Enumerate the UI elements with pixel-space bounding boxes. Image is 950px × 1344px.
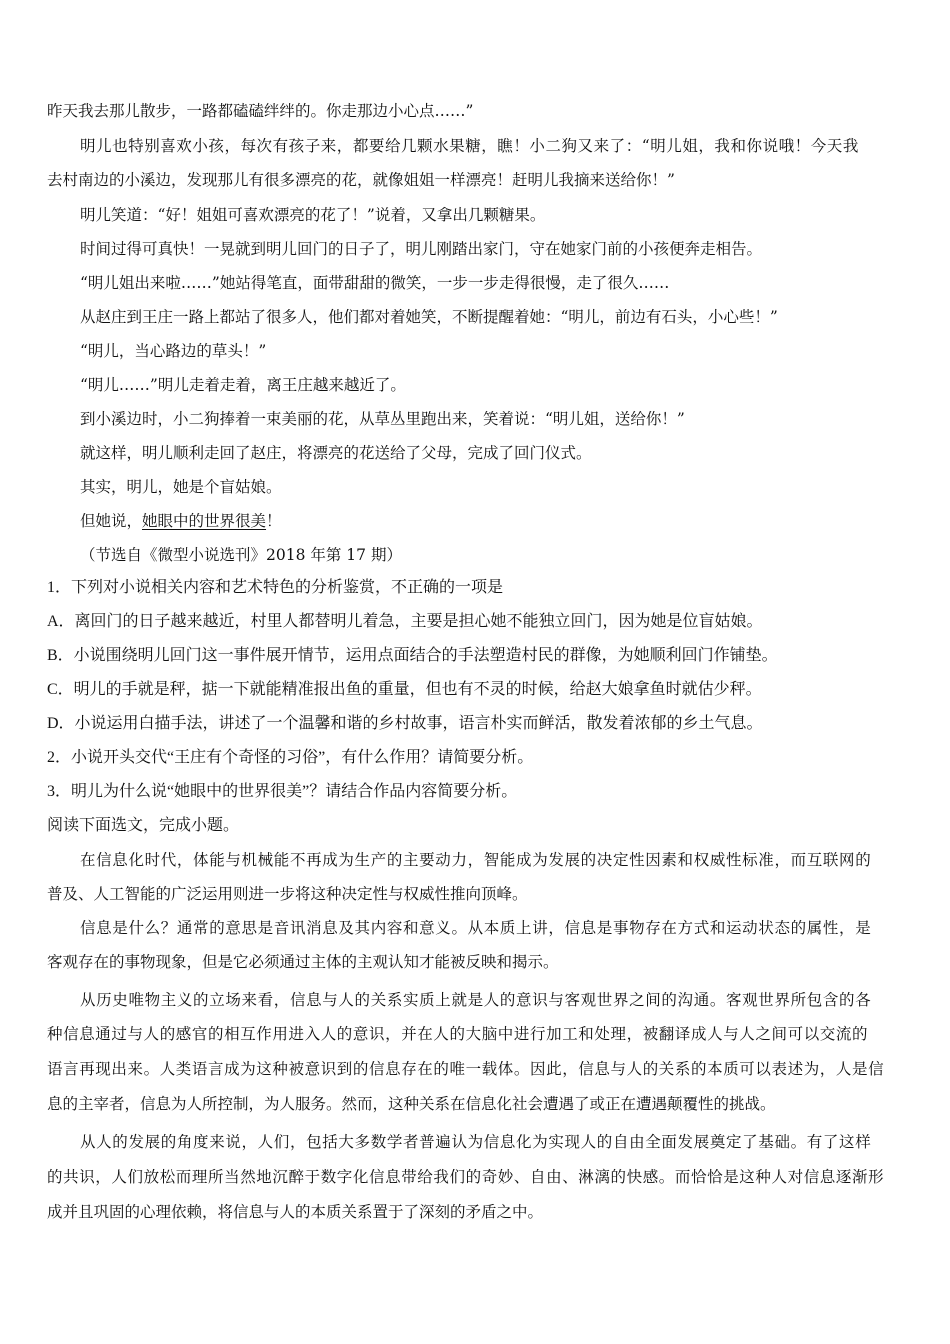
final-line-suffix: ！	[266, 512, 282, 530]
story-line: 去村南边的小溪边，发现那儿有很多漂亮的花，就像姐姐一样漂亮！赶明儿我摘来送给你！”	[47, 171, 675, 189]
essay-line: 种信息通过与人的感官的相互作用进入人的意识，并在人的大脑中进行加工和处理，被翻译成人与人之间可以交流的	[47, 1025, 869, 1043]
essay-line: 的共识，人们放松而理所当然地沉醉于数字化信息带给我们的奇妙、自由、淋漓的快感。而恰恰是这种人对信息逐渐形	[47, 1168, 885, 1186]
story-line: 时间过得可真快！一晃就到明儿回门的日子了，明儿刚踏出家门，守在她家门前的小孩便奔走相告。	[80, 240, 763, 258]
question-1: 1．下列对小说相关内容和艺术特色的分析鉴赏，不正确的一项是	[47, 579, 504, 596]
essay-line: 成并且巩固的心理依赖，将信息与人的本质关系置于了深刻的矛盾之中。	[47, 1203, 544, 1221]
essay-line: 客观存在的事物现象，但是它必须通过主体的主观认知才能被反映和揭示。	[47, 953, 559, 971]
story-line: “明儿……”明儿走着走着，离王庄越来越近了。	[80, 376, 406, 394]
story-line: 明儿也特别喜欢小孩，每次有孩子来，都要给几颗水果糖，瞧！小二狗又来了：“明儿姐，我和你说哦！今天我	[80, 137, 859, 155]
story-line: “明儿，当心路边的草头！”	[80, 342, 267, 360]
story-final-line	[80, 511, 282, 531]
story-source: （节选自《微型小说选刊》2018 年第 17 期）	[80, 546, 402, 564]
essay-line: 语言再现出来。人类语言成为这种被意识到的信息存在的唯一载体。因此，信息与人的关系的本质可以表述为，人是信	[47, 1060, 885, 1078]
essay-line: 普及、人工智能的广泛运用则进一步将这种决定性与权威性推向顶峰。	[47, 885, 528, 903]
question-2: 2．小说开头交代“王庄有个奇怪的习俗”，有什么作用？请简要分析。	[47, 749, 534, 766]
essay-line: 从人的发展的角度来说，人们，包括大多数学者普遍认为信息化为实现人的自由全面发展奠定了基础。有了这样	[80, 1133, 872, 1151]
story-line: 明儿笑道：“好！姐姐可喜欢漂亮的花了！”说着，又拿出几颗糖果。	[80, 206, 546, 224]
reading-instruction: 阅读下面选文，完成小题。	[47, 817, 240, 834]
story-line: 到小溪边时，小二狗捧着一束美丽的花，从草丛里跑出来，笑着说：“明儿姐，送给你！”	[80, 410, 685, 428]
option-d: D．小说运用白描手法，讲述了一个温馨和谐的乡村故事，语言朴实而鲜活，散发着浓郁的乡土气息。	[47, 715, 763, 732]
essay-line: 息的主宰者，信息为人所控制，为人服务。然而，这种关系在信息化社会遭遇了或正在遭遇颠覆性的挑战。	[47, 1095, 776, 1113]
essay-line: 信息是什么？通常的意思是音讯消息及其内容和意义。从本质上讲，信息是事物存在方式和运动状态的属性，是	[80, 919, 872, 937]
story-line: 其实，明儿，她是个盲姑娘。	[80, 478, 282, 496]
underlined-phrase: 她眼中的世界很美	[142, 512, 267, 530]
option-a: A．离回门的日子越来越近，村里人都替明儿着急，主要是担心她不能独立回门，因为她是位盲姑娘。	[47, 613, 763, 630]
option-b: B．小说围绕明儿回门这一事件展开情节，运用点面结合的手法塑造村民的群像，为她顺利回门作铺垫。	[47, 647, 778, 664]
final-line-prefix: 但她说，	[80, 512, 143, 530]
essay-line: 在信息化时代，体能与机械能不再成为生产的主要动力，智能成为发展的决定性因素和权威性标准，而互联网的	[80, 851, 872, 869]
option-c: C．明儿的手就是秤，掂一下就能精准报出鱼的重量，但也有不灵的时候，给赵大娘拿鱼时就估少秤。	[47, 681, 762, 698]
story-line: 就这样，明儿顺利走回了赵庄，将漂亮的花送给了父母，完成了回门仪式。	[80, 444, 592, 462]
story-line: 从赵庄到王庄一路上都站了很多人，他们都对着她笑，不断提醒着她：“明儿，前边有石头，小心些！”	[80, 308, 778, 326]
story-line: “明儿姐出来啦……”她站得笔直，面带甜甜的微笑，一步一步走得很慢，走了很久……	[80, 274, 670, 292]
essay-line: 从历史唯物主义的立场来看，信息与人的关系实质上就是人的意识与客观世界之间的沟通。客观世界所包含的各	[80, 991, 872, 1009]
question-3: 3．明儿为什么说“她眼中的世界很美”？请结合作品内容简要分析。	[47, 783, 518, 800]
story-line: 昨天我去那儿散步，一路都磕磕绊绊的。你走那边小心点……”	[47, 102, 474, 120]
